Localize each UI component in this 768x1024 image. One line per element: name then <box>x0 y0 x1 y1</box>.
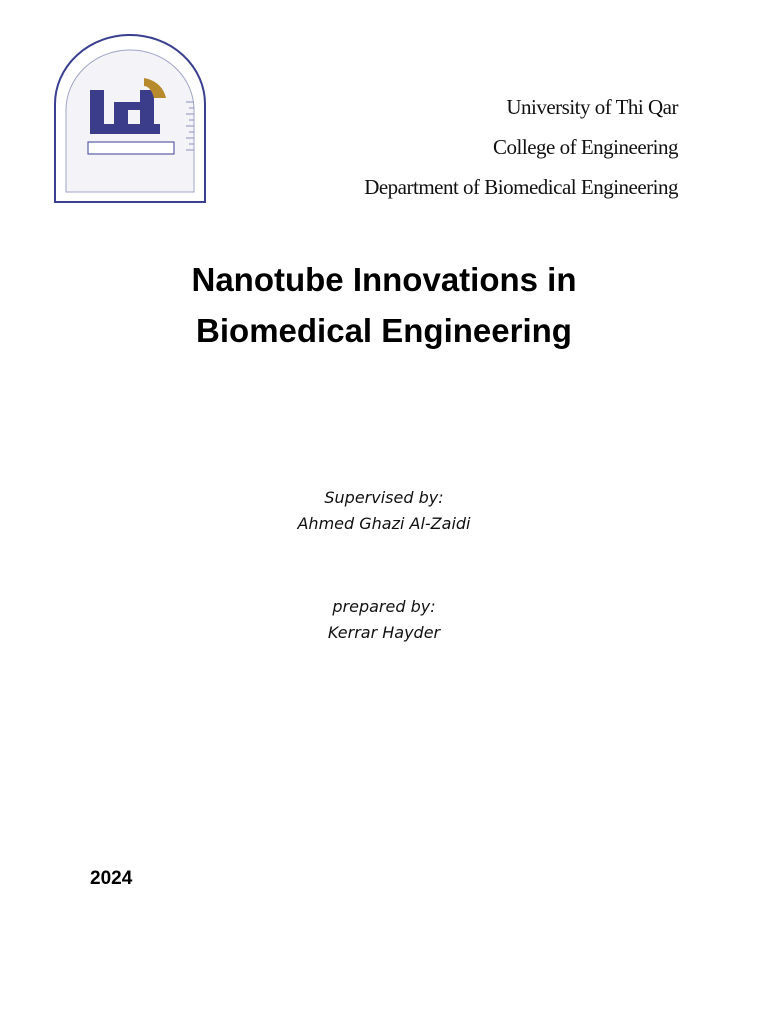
department-name: Department of Biomedical Engineering <box>364 175 678 199</box>
university-name: University of Thi Qar <box>506 95 678 119</box>
title-line-1: Nanotube Innovations in <box>191 261 577 298</box>
title-line-2: Biomedical Engineering <box>196 312 572 349</box>
document-title <box>0 256 768 358</box>
supervisor-label: Supervised by: <box>324 488 444 507</box>
preparer-name: Kerrar Hayder <box>327 623 441 642</box>
supervisor-name: Ahmed Ghazi Al-Zaidi <box>297 514 471 533</box>
university-logo <box>52 32 208 205</box>
document-year: 2024 <box>90 868 133 889</box>
institution-header <box>364 92 678 212</box>
preparer-label: prepared by: <box>332 597 436 616</box>
supervisor-block <box>0 485 768 537</box>
preparer-block <box>0 594 768 646</box>
college-name: College of Engineering <box>493 135 678 159</box>
